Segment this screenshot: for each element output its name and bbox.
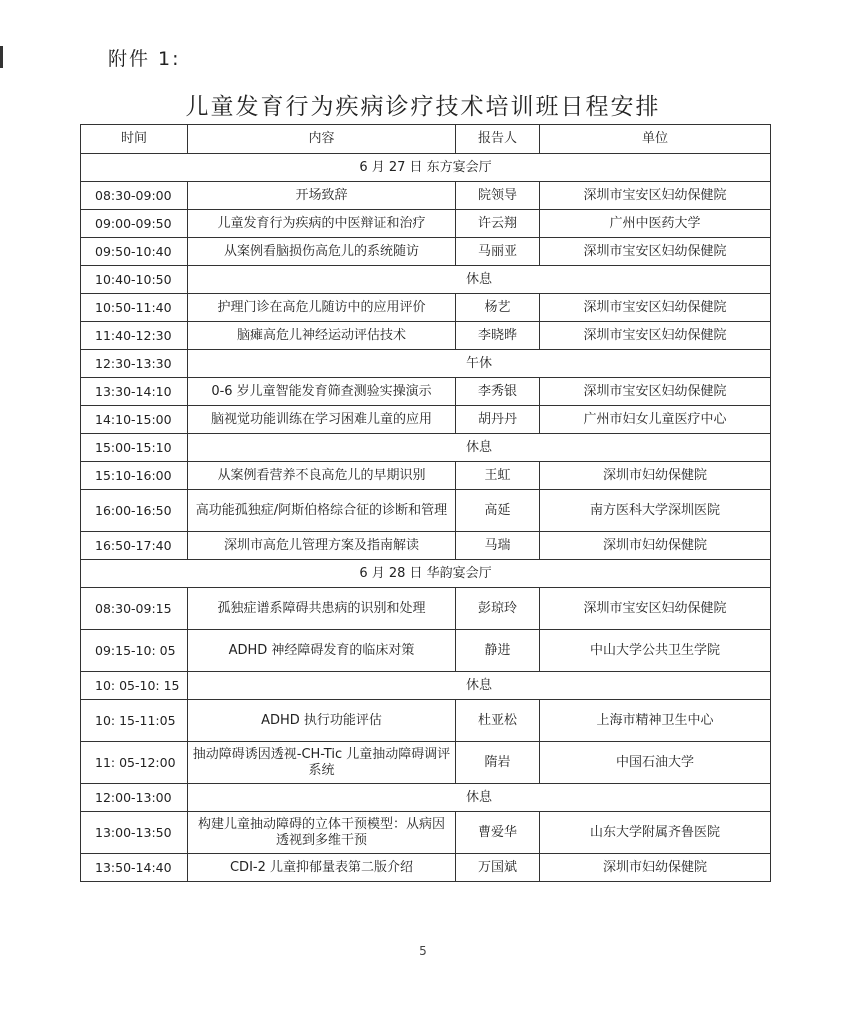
- table-row: [81, 742, 771, 784]
- session-unit: 广州中医药大学: [540, 210, 771, 238]
- session-unit: 广州市妇女儿童医疗中心: [540, 406, 771, 434]
- session-time: 13:30-14:10: [81, 378, 188, 406]
- session-unit: 深圳市妇幼保健院: [540, 532, 771, 560]
- session-unit: 南方医科大学深圳医院: [540, 490, 771, 532]
- table-row: [81, 238, 771, 266]
- table-row: [81, 462, 771, 490]
- table-header-row: [81, 125, 771, 154]
- session-unit: 深圳市宝安区妇幼保健院: [540, 294, 771, 322]
- session-time: 16:50-17:40: [81, 532, 188, 560]
- session-unit: 深圳市妇幼保健院: [540, 462, 771, 490]
- session-content: 脑瘫高危儿神经运动评估技术: [188, 322, 456, 350]
- table-row: [81, 812, 771, 854]
- break-label: 休息: [188, 672, 771, 700]
- session-unit: 深圳市妇幼保健院: [540, 854, 771, 882]
- session-time: 09:15-10: 05: [81, 630, 188, 672]
- table-row: [81, 700, 771, 742]
- session-content: 深圳市高危儿管理方案及指南解读: [188, 532, 456, 560]
- break-label: 休息: [188, 266, 771, 294]
- day1-header-row: [81, 154, 771, 182]
- break-label: 休息: [188, 784, 771, 812]
- session-speaker: 院领导: [456, 182, 540, 210]
- page-title: 儿童发育行为疾病诊疗技术培训班日程安排: [185, 94, 661, 120]
- session-time: 09:50-10:40: [81, 238, 188, 266]
- session-content: 从案例看营养不良高危儿的早期识别: [188, 462, 456, 490]
- session-content: 孤独症谱系障碍共患病的识别和处理: [188, 588, 456, 630]
- header-unit: 单位: [540, 125, 771, 154]
- table-row: [81, 588, 771, 630]
- page-edge-mark: [0, 46, 3, 68]
- session-unit: 中国石油大学: [540, 742, 771, 784]
- break-row: [81, 434, 771, 462]
- session-time: 16:00-16:50: [81, 490, 188, 532]
- session-speaker: 曹爱华: [456, 812, 540, 854]
- session-time: 08:30-09:00: [81, 182, 188, 210]
- session-speaker: 胡丹丹: [456, 406, 540, 434]
- day1-label: 6 月 27 日 东方宴会厅: [81, 154, 771, 182]
- session-speaker: 杨艺: [456, 294, 540, 322]
- table-row: [81, 532, 771, 560]
- header-time: 时间: [81, 125, 188, 154]
- session-time: 09:00-09:50: [81, 210, 188, 238]
- session-speaker: 许云翔: [456, 210, 540, 238]
- session-speaker: 杜亚松: [456, 700, 540, 742]
- session-speaker: 王虹: [456, 462, 540, 490]
- session-time: 12:00-13:00: [81, 784, 188, 812]
- table-row: [81, 294, 771, 322]
- session-content: 高功能孤独症/阿斯伯格综合征的诊断和管理: [188, 490, 456, 532]
- session-speaker: 马丽亚: [456, 238, 540, 266]
- session-time: 14:10-15:00: [81, 406, 188, 434]
- session-time: 11: 05-12:00: [81, 742, 188, 784]
- session-time: 10:50-11:40: [81, 294, 188, 322]
- break-label: 休息: [188, 434, 771, 462]
- table-row: [81, 322, 771, 350]
- session-unit: 深圳市宝安区妇幼保健院: [540, 378, 771, 406]
- session-time: 10: 15-11:05: [81, 700, 188, 742]
- attachment-label: 附件 1:: [108, 48, 181, 70]
- session-speaker: 马瑞: [456, 532, 540, 560]
- header-speaker: 报告人: [456, 125, 540, 154]
- table-row: [81, 210, 771, 238]
- session-speaker: 隋岩: [456, 742, 540, 784]
- table-row: [81, 490, 771, 532]
- session-speaker: 李秀银: [456, 378, 540, 406]
- session-speaker: 彭琼玲: [456, 588, 540, 630]
- session-speaker: 李晓晔: [456, 322, 540, 350]
- table-row: [81, 406, 771, 434]
- session-time: 13:00-13:50: [81, 812, 188, 854]
- table-row: [81, 182, 771, 210]
- session-unit: 山东大学附属齐鲁医院: [540, 812, 771, 854]
- session-unit: 上海市精神卫生中心: [540, 700, 771, 742]
- session-content: ADHD 执行功能评估: [188, 700, 456, 742]
- session-time: 10:40-10:50: [81, 266, 188, 294]
- session-unit: 深圳市宝安区妇幼保健院: [540, 238, 771, 266]
- schedule-table: [80, 124, 771, 882]
- break-row: [81, 672, 771, 700]
- session-content: 护理门诊在高危儿随访中的应用评价: [188, 294, 456, 322]
- session-content: 抽动障碍诱因透视-CH-Tic 儿童抽动障碍调评系统: [188, 742, 456, 784]
- day2-header-row: [81, 560, 771, 588]
- break-label: 午休: [188, 350, 771, 378]
- session-unit: 深圳市宝安区妇幼保健院: [540, 182, 771, 210]
- session-content: 儿童发育行为疾病的中医辩证和治疗: [188, 210, 456, 238]
- break-row: [81, 350, 771, 378]
- session-unit: 深圳市宝安区妇幼保健院: [540, 588, 771, 630]
- table-row: [81, 378, 771, 406]
- break-row: [81, 266, 771, 294]
- table-row: [81, 630, 771, 672]
- session-speaker: 万国斌: [456, 854, 540, 882]
- session-content: 0-6 岁儿童智能发育筛查测验实操演示: [188, 378, 456, 406]
- session-content: 脑视觉功能训练在学习困难儿童的应用: [188, 406, 456, 434]
- session-time: 10: 05-10: 15: [81, 672, 188, 700]
- session-time: 15:10-16:00: [81, 462, 188, 490]
- session-content: CDI-2 儿童抑郁量表第二版介绍: [188, 854, 456, 882]
- header-content: 内容: [188, 125, 456, 154]
- session-content: 开场致辞: [188, 182, 456, 210]
- session-speaker: 静进: [456, 630, 540, 672]
- session-content: 从案例看脑损伤高危儿的系统随访: [188, 238, 456, 266]
- session-time: 08:30-09:15: [81, 588, 188, 630]
- session-time: 13:50-14:40: [81, 854, 188, 882]
- session-time: 12:30-13:30: [81, 350, 188, 378]
- break-row: [81, 784, 771, 812]
- table-row: [81, 854, 771, 882]
- day2-label: 6 月 28 日 华韵宴会厅: [81, 560, 771, 588]
- session-time: 15:00-15:10: [81, 434, 188, 462]
- session-time: 11:40-12:30: [81, 322, 188, 350]
- session-content: 构建儿童抽动障碍的立体干预模型：从病因透视到多维干预: [188, 812, 456, 854]
- session-unit: 中山大学公共卫生学院: [540, 630, 771, 672]
- session-unit: 深圳市宝安区妇幼保健院: [540, 322, 771, 350]
- session-content: ADHD 神经障碍发育的临床对策: [188, 630, 456, 672]
- page-number: 5: [419, 944, 427, 958]
- session-speaker: 高延: [456, 490, 540, 532]
